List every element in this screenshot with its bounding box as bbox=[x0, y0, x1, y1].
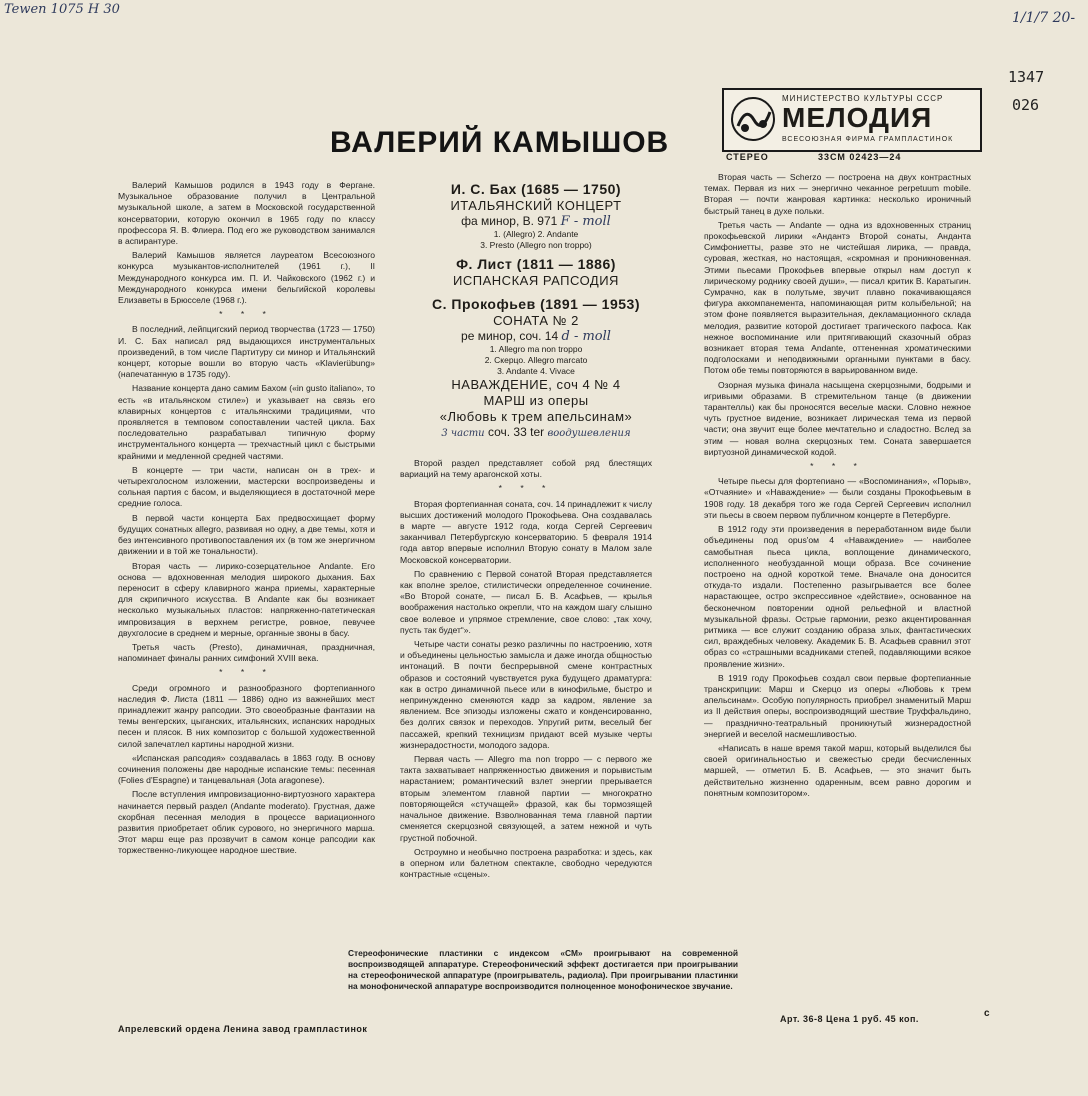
paragraph: В первой части концерта Бах предвосхищает форму будущих сонатных allegro, развивая но одну, а две темы, хотя и без интенсивного противопоставления их (в том же энергичном движении и в той же тональности). bbox=[118, 512, 375, 557]
paragraph: В последний, лейпцигский период творчества (1723 — 1750) И. С. Бах написал ряд выдающихся инструментальных произведений, в том числе Партитуру си минор и Итальянский концерт, которые вошли во вторую часть «Klavierübung» (напечатанную в 1735 году). bbox=[118, 324, 375, 380]
paragraph: Валерий Камышов является лауреатом Всесоюзного конкурса музыкантов-исполнителей (1961 г.), II Международного конкурса им. П. И. Чайковского (1962 г.) и Международного конкурса имени бельгийской королевы Елизаветы в Брюсселе (1968 г.). bbox=[118, 250, 375, 306]
paragraph: «Испанская рапсодия» создавалась в 1863 году. В основу сочинения положены две народные испанские темы: песенная (Folies d'Espagne) и танцевальная (Jota aragonese). bbox=[118, 752, 375, 786]
paragraph: Вторая часть — лирико-созерцательное Andante. Его основа — вдохновенная мелодия широкого дыхания. Бах переносит в сферу клавирного жанра приемы, характерные для скрипичного искусства. В Andante как бы возникает несколько музыкальных пластов: напряженно-патетическая импровизация в верхнем регистре, ровное, певучее двухголосие в среднем и мерные, органные звоны в басу. bbox=[118, 560, 375, 638]
paragraph: После вступления импровизационно-виртуозного характера начинается первый раздел (Andante moderato). Грустная, даже скорбная песенная мелодия в процессе вариационного развития приобретает облик сурового, но энергичного марша. Этот марш еще раз прозвучит в самом конце рапсодии как торжественно-ликующее народное шествие. bbox=[118, 789, 375, 856]
handwritten-key-annotation: F - moll bbox=[560, 214, 611, 229]
stereo-label: СТЕРЕО bbox=[726, 152, 769, 162]
section-divider: * * * bbox=[219, 667, 274, 678]
prokofiev-march-opus-row bbox=[400, 425, 672, 441]
prokofiev-sonata-title: СОНАТА № 2 bbox=[493, 313, 579, 328]
handwritten-note-top-right: 1/1/7 20- bbox=[1012, 10, 1076, 26]
logo-wordmark: МЕЛОДИЯ bbox=[782, 102, 933, 133]
paragraph: Четыре части сонаты резко различны по настроению, хотя и объединены цельностью замысла и даже иногда общностью интонаций. В почти беспрерывной смене контрастных образов и состояний чувствуется рука будущего драматурга: как в остро динамичной пьесе или в кинофильме, быстро и непринужденно сменяются кадр за кадром, явление за явлением. Все эпизоды изложены сжато и конденсированно, без долгих связок и переходов. Упругий ритм, веселый бег пассажей, крепкий техницизм придают всей музыке черты жизнерадостности, молодого задора. bbox=[400, 639, 652, 750]
stereo-playback-note: Стереофонические пластинки с индексом «СМ» проигрывают на современной воспроизводящей аппаратуре. Стереофонический эффект достигается при проигрывании на стереофонической аппаратуре (проигрыватель, радиола). При проигрывании пластинки на монофонической аппаратуре воспроизводится полноценное монофоническое звучание. bbox=[348, 948, 738, 991]
handwritten-note-top-left: Tewen 1075 Н 30 bbox=[4, 2, 120, 17]
paragraph: Среди огромного и разнообразного фортепианного наследия Ф. Листа (1811 — 1886) одно из важнейших мест принадлежит жанру рапсодии. Это своеобразные фантазии на темы венгерских, цыганских, итальянских, испанских народных песен и плясок. В них композитор с большой художественной силой запечатлел картины народной жизни. bbox=[118, 682, 375, 749]
liner-notes-right-column bbox=[704, 172, 971, 802]
paragraph: Первая часть — Allegro ma non troppo — с первого же такта захватывает напряженностью движения и порывистым нарастанием; романтический взлет энергии прерывается вторым элементом главной партии — многократно повторяющейся «стучащей» фразой, как бы тормозящей начальное движение. Взволнованная тема главной партии сменяется скерцозной связующей, а затем нежной и чуть грустной побочной. bbox=[400, 754, 652, 843]
paragraph: Второй раздел представляет собой ряд блестящих вариаций на тему арагонской хоты. bbox=[400, 458, 652, 480]
artist-name: ВАЛЕРИЙ КАМЫШОВ bbox=[330, 126, 670, 159]
bach-work-title: ИТАЛЬЯНСКИЙ КОНЦЕРТ bbox=[450, 198, 622, 213]
stamp-number-1: 1347 bbox=[1008, 68, 1045, 86]
handwritten-sonata-annotation: d - moll bbox=[561, 329, 611, 344]
prokofiev-key: ре минор, соч. 14 bbox=[461, 329, 559, 343]
prokofiev-suggestion-title: НАВАЖДЕНИЕ, соч 4 № 4 bbox=[451, 377, 621, 392]
handwritten-march-annotation: 3 части bbox=[441, 428, 485, 439]
section-divider: * * * bbox=[498, 483, 554, 494]
article-price: Арт. 36-8 Цена 1 руб. 45 коп. bbox=[780, 1014, 919, 1024]
prokofiev-march-title: МАРШ из оперы bbox=[483, 393, 589, 408]
melodiya-emblem-icon bbox=[730, 96, 776, 142]
paragraph: Остроумно и необычно построена разработка: и здесь, как в оперном или балетном спектакле, свободно чередуются контрастные «сцены». bbox=[400, 846, 652, 880]
bach-movements-1: 1. (Allegro) 2. Andante bbox=[493, 229, 579, 239]
price-group-letter: с bbox=[984, 1008, 990, 1019]
prokofiev-key-row bbox=[400, 329, 672, 344]
paragraph: В 1912 году эти произведения в переработанном виде были объединены под opus'ом 4 «Наваждение» — наиболее самобытная пьеса цикла, воплощение динамического, исполненного необузданной мощи образа. Все сочинение построено на одной короткой теме. Вначале она доносится откуда-то издали. Постепенно разыгрывается все более нарастающее, остро экспрессивное «действие», основанное на бесконечном повторении одной рельефной и властной музыкальной фразы. Острые гармонии, резко акцентированная ритмика — все служит созданию образа злых, фантастических сил, враждебных человеку. Академик Б. В. Асафьев сравнил этот образ со «страшными всадниками степей, подавляющими всякое проявление жизни». bbox=[704, 524, 971, 669]
melodiya-logo bbox=[722, 88, 982, 152]
stamp-number-2: 026 bbox=[1012, 96, 1040, 114]
paragraph: Вторая фортепианная соната, соч. 14 принадлежит к числу высших достижений молодого Прокофьева. Она создавалась в марте — августе 1912 года, когда Сергей Сергеевич заканчивал Петербургскую консерваторию. 5 февраля 1914 года автор впервые исполнил Вторую сонату в Малом зале Московской консерватории. bbox=[400, 498, 652, 565]
prokofiev-movements-1: 1. Allegro ma non troppo bbox=[489, 344, 583, 354]
liszt-work-title: ИСПАНСКАЯ РАПСОДИЯ bbox=[453, 273, 619, 288]
manufacturer-plant: Апрелевский ордена Ленина завод грампластинок bbox=[118, 1024, 368, 1034]
catalog-number: 33СМ 02423—24 bbox=[818, 152, 902, 162]
liner-notes-left-column bbox=[118, 180, 375, 860]
section-divider: * * * bbox=[219, 309, 274, 320]
logo-firm-text: ВСЕСОЮЗНАЯ ФИРМА ГРАМПЛАСТИНОК bbox=[782, 136, 954, 143]
bach-composer: И. С. Бах (1685 — 1750) bbox=[450, 181, 622, 197]
logo-ministry-text: МИНИСТЕРСТВО КУЛЬТУРЫ СССР bbox=[782, 94, 944, 103]
bach-movements-2: 3. Presto (Allegro non troppo) bbox=[480, 240, 592, 250]
paragraph: Вторая часть — Scherzo — построена на двух контрастных темах. Первая из них — энергично чеканное perpetuum mobile. Вторая — почти жанровая картинка: несколько ироничный быстрый танец в духе польки. bbox=[704, 172, 971, 216]
paragraph: Название концерта дано самим Бахом («in gusto italiano», то есть «в итальянском стиле») и указывает на связь его клавирных концертов с итальянскими традициями, что проявляется в темповом сопоставлении частей цикла. Бах последовательно разрабатывал типичную форму инструментального концерта — трехчастный цикл с быстрыми крайними и медленной средней частями. bbox=[118, 383, 375, 461]
paragraph: В 1919 году Прокофьев создал свои первые фортепианные транскрипции: Марш и Скерцо из оперы «Любовь к трем апельсинам». Особую популярность приобрел знаменитый Марш из II действия оперы, воспроизводящий шествие Труффальдино, — празднично-театральный проникнутый жизнерадостной энергией и веселой насмешливостью. bbox=[704, 672, 971, 739]
paragraph: По сравнению с Первой сонатой Вторая представляется как вполне зрелое, стилистически определенное сочинение. «Во Второй сонате, — писал Б. В. Асафьев, — крылья воображения настолько окрепли, что на каждом шагу слышно свое волевое и упрямое стремление, свое слово: „так хочу, пусть так будет“». bbox=[400, 568, 652, 635]
liner-notes-middle-column bbox=[400, 458, 652, 883]
bach-key-row bbox=[400, 214, 672, 229]
paragraph: В концерте — три части, написан он в трех- и четырехголосном изложении, мастерски воспроизведены и сольная партия с басом, и выделяющиеся в достаточной мере средние голоса. bbox=[118, 464, 375, 509]
paragraph: «Написать в наше время такой марш, который выделился бы своей оригинальностью и свежестью среди бесчисленных маршей, — отметил Б. В. Асафьев, — это значит быть действительно жизненно одаренным, всем равно дорогим и понятным композитором». bbox=[704, 742, 971, 798]
paragraph: Третья часть — Andante — одна из вдохновенных страниц прокофьевской лирики «Андантэ Второй сонаты, Анданта Симфониетты, разве это не чистейшая лирика, — правда, суровая, жесткая, но настоящая, «скромная и проникновенная. Этими пьесами Прокофьев впервые открыл нам доступ к лирическому роднику своей души», — писал критик В. Каратыгин. Сумрачно, как в полутьме, звучит плавно покачивающаяся фигура аккомпанемента, напоминающая ритм колыбельной; на этом фоне появляется выразительная, декламационного склада мелодия, развитие которой достигает трагического пафоса. Как нежное воспоминание или притягивающий сказочный образ возникает вторая тема Andante, оттененная хроматическими подголосками и неподвижными органными пунктами в басу. Потом обе темы повторяются в варьированном виде. bbox=[704, 219, 971, 376]
paragraph: Четыре пьесы для фортепиано — «Воспоминания», «Порыв», «Отчаяние» и «Наваждение» — были созданы Прокофьевым в 1908 году. 18 декабря того же года Сергей Сергеевич исполнил эти пьесы в своем первом публичном концерте в Петербурге. bbox=[704, 476, 971, 520]
bach-key: фа минор, B. 971 bbox=[461, 214, 558, 228]
prokofiev-march-opera: «Любовь к трем апельсинам» bbox=[439, 409, 633, 424]
prokofiev-movements-2: 2. Скерцо. Allegro marcato bbox=[484, 355, 588, 365]
section-divider: * * * bbox=[810, 461, 865, 472]
paragraph: Валерий Камышов родился в 1943 году в Фергане. Музыкальное образование получил в Центральной музыкальной школе, а затем в Московской государственной консерватории, которую окончил в 1965 году по классу профессора Я. В. Флиера. Под его же руководством занимался в аспирантуре. bbox=[118, 180, 375, 247]
prokofiev-movements-3: 3. Andante 4. Vivace bbox=[497, 366, 575, 376]
paragraph: Озорная музыка финала насыщена скерцозными, бодрыми и игривыми образами. В стремительном танце (в движении тарантеллы) как бы проносятся веселые маски. Словно нежное чуть грустное видение, возникает лирическая тема из первой части; она звучит еще более мечтательно и сладостно. Вслед за этим — новая волна скерцозных тем. Соната завершается виртуозной динамической кодой. bbox=[704, 379, 971, 457]
program-listing bbox=[400, 180, 672, 441]
paragraph: Третья часть (Presto), динамичная, праздничная, напоминает финалы ранних симфоний XVIII века. bbox=[118, 641, 375, 664]
prokofiev-march-opus: соч. 33 ter bbox=[487, 425, 545, 439]
prokofiev-composer: С. Прокофьев (1891 — 1953) bbox=[432, 296, 640, 312]
handwritten-march-annotation-end: воодушевления bbox=[547, 428, 631, 439]
liszt-composer: Ф. Лист (1811 — 1886) bbox=[456, 256, 616, 272]
